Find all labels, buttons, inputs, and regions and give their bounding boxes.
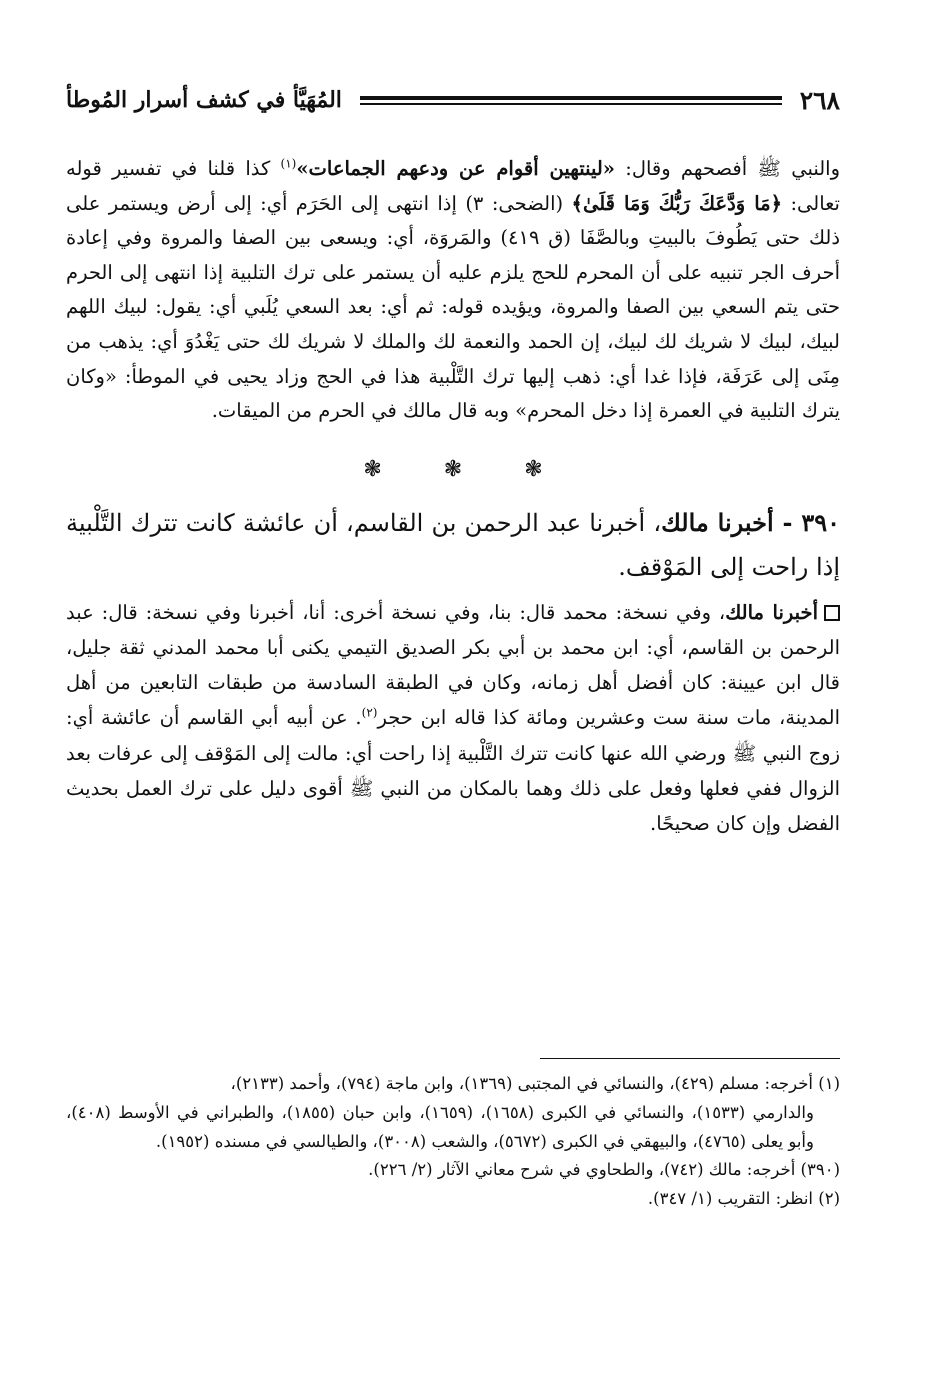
- square-marker-icon: [824, 605, 840, 621]
- footnote-text: انظر: التقريب (١/ ٣٤٧).: [647, 1189, 813, 1209]
- star-ornament: ❃: [524, 456, 543, 482]
- page-header: [66, 80, 840, 120]
- quran-verse: ﴿مَا وَدَّعَكَ رَبُّكَ وَمَا قَلَىٰ﴾: [571, 191, 783, 215]
- page-body: [66, 152, 840, 841]
- footnote-text: أخرجه: مالك (٧٤٢)، والطحاوي في شرح معاني الآثار (٢/ ٢٢٦).: [368, 1160, 796, 1180]
- commentary-lead: أخبرنا مالك: [725, 600, 818, 624]
- star-ornament: ❃: [443, 456, 463, 482]
- footnote-divider: [540, 1058, 840, 1059]
- hadith-390: [66, 501, 840, 589]
- star-ornament: ❃: [363, 456, 382, 482]
- footnote-390: [66, 1156, 840, 1185]
- para1-text-a: والنبي ﷺ أفصحهم وقال:: [615, 157, 840, 180]
- para1-text-b: كذا قلنا في تفسير قوله تعالى:: [66, 157, 840, 215]
- footnote-2: [66, 1185, 840, 1214]
- footnote-continuation: والدارمي (١٥٣٣)، والنسائي في الكبرى (١٦٥٨)، (١٦٥٩)، وابن حبان (١٨٥٥)، والطبراني في الأوسط (٤٠٨)، وأبو يعلى (٤٧٦٥)، والبيهقي في الكبرى (٥٦٧٢)، والشعب (٣٠٠٨)، والطيالسي في مسنده (١٩٥٢).: [66, 1102, 814, 1151]
- commentary-text-b: . عن أبيه أبي القاسم أن عائشة أي: زوج النبي ﷺ ورضي الله عنها كانت تترك التَّلْبية إذا راحت أي: مالت إلى المَوْقف إلى عرفات بعد الزوال ففي فعلها وفعل على ذلك وهما بالمكان من النبي ﷺ أقوى دليل على ترك العمل بحديث الفضل وإن كان صحيحًا.: [66, 706, 840, 835]
- footnote-label: (٣٩٠): [800, 1160, 840, 1180]
- page-number: ٢٦٨: [799, 85, 840, 115]
- hadith-quote: «لينتهين أقوام عن ودعهم الجماعات»: [296, 157, 615, 180]
- footnote-label: (١): [818, 1074, 840, 1093]
- para1-text-c: (الضحى: ٣) إذا انتهى إلى الحَرَم أي: إلى أرض ويستمر على ذلك حتى يَطُوفَ بالبيتِ وبالصَّفَا (ق ٤١٩) والمَروَة، أي: ويسعى بين الصفا والمروة وفي إعادة أحرف الجر تنبيه على أن المحرم للحج يلزم عليه أن يستمر على ترك التلبية إذا انتهى إلى الحرم حتى يتم السعي بين الصفا والمروة، ويؤيده قوله: ثم أي: بعد السعي يُلَبي أي: يقول: لبيك اللهم لبيك، لبيك لا شريك لك لبيك، إن الحمد والنعمة لك والملك لا شريك لك حتى يَغْدُوَ أي: يذهب من مِنَى إلى عَرَفَة، فإذا غدا أي: ذهب إليها ترك التَّلْبية هذا في الحج وزاد يحيى في الموطأ: «وكان يترك التلبية في العمرة إذا دخل المحرم» وبه قال مالك في الحرم من الميقات.: [66, 191, 840, 423]
- commentary-text-a: ، وفي نسخة: محمد قال: بنا، وفي نسخة أخرى: أنا، أخبرنا وفي نسخة: قال: عبد الرحمن بن القاسم، أي: ابن محمد بن أبي بكر الصديق التيمي يكنى أبا محمد المدني ثقة جليل، قال ابن عيينة: كان أفضل أهل زمانه، وكان في الطبقة السادسة من طبقات التابعين من أهل المدينة، مات سنة ست وعشرين ومائة كذا قاله ابن حجر: [66, 600, 840, 730]
- footnote-ref-2: (٢): [361, 705, 378, 720]
- footnotes: [66, 1070, 840, 1214]
- hadith-number-label: ٣٩٠ - أخبرنا مالك: [661, 507, 841, 537]
- section-separator: [66, 447, 840, 493]
- footnote-label: (٢): [818, 1189, 840, 1209]
- footnote-text: أخرجه: مسلم (٤٢٩)، والنسائي في المجتبى (١٣٦٩)، وابن ماجة (٧٩٤)، وأحمد (٢١٣٣)،: [230, 1074, 813, 1093]
- running-title: المُهَيَّأ في كشف أسرار المُوطأ: [66, 87, 342, 113]
- commentary-paragraph-2: [66, 595, 840, 841]
- footnote-1: [66, 1070, 840, 1156]
- footnote-ref-1: (١): [280, 156, 297, 171]
- header-rule: [360, 96, 782, 105]
- commentary-paragraph-1: [66, 152, 840, 429]
- hadith-text: ، أخبرنا عبد الرحمن بن القاسم، أن عائشة كانت تترك التَّلْبية إذا راحت إلى المَوْقف.: [66, 508, 840, 581]
